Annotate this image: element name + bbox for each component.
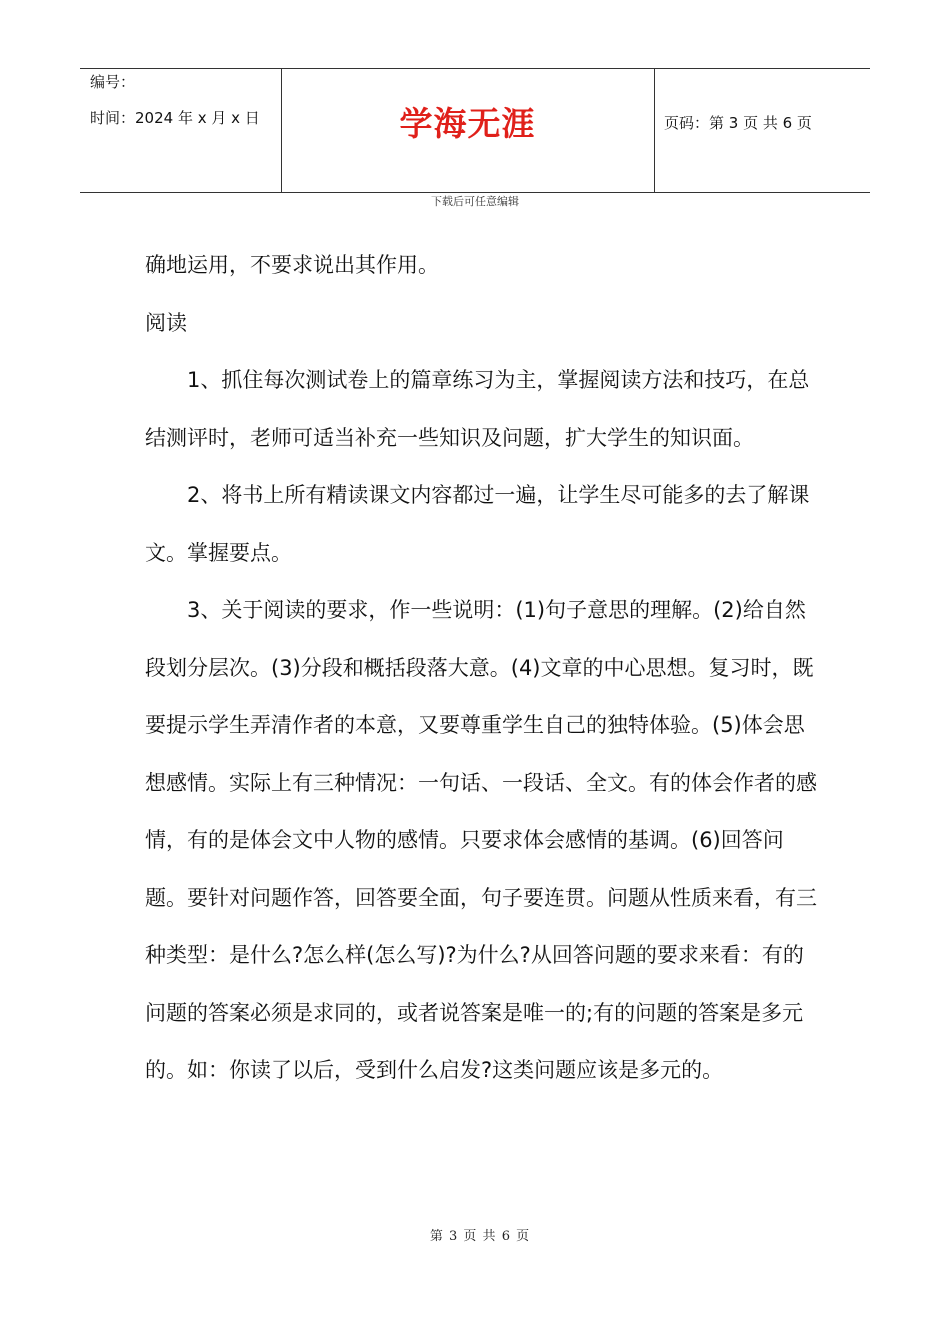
document-body xyxy=(145,237,817,1100)
document-header xyxy=(80,68,870,193)
page-footer: 第 3 页 共 6 页 xyxy=(429,1229,531,1244)
paragraph-item-1: 1、抓住每次测试卷上的篇章练习为主，掌握阅读方法和技巧，在总结测评时，老师可适当补充一些知识及问题，扩大学生的知识面。 xyxy=(145,368,810,450)
paragraph-item-2: 2、将书上所有精读课文内容都过一遍，让学生尽可能多的去了解课文。掌握要点。 xyxy=(145,483,810,565)
paragraph-continuation: 确地运用，不要求说出其作用。 xyxy=(145,253,439,277)
brand-title: 学海无涯 xyxy=(399,104,536,143)
section-heading-reading: 阅读 xyxy=(145,310,187,335)
header-brand-cell xyxy=(281,69,655,192)
header-page-number: 页码：第 3 页 共 6 页 xyxy=(664,114,812,132)
document-number-label: 编号： xyxy=(90,73,136,91)
header-page-cell xyxy=(655,69,870,192)
header-info-cell xyxy=(80,69,282,192)
document-time-label: 时间：2024 年 x 月 x 日 xyxy=(90,109,260,127)
editable-note: 下载后可任意编辑 xyxy=(431,195,519,208)
paragraph-item-3: 3、关于阅读的要求，作一些说明：(1)句子意思的理解。(2)给自然段划分层次。(3)分段和概括段落大意。(4)文章的中心思想。复习时，既要提示学生弄清作者的本意，又要尊重学生自己的独特体验。(5)体会思想感情。实际上有三种情况：一句话、一段话、全文。有的体会作者的感情，有的是体会文中人物的感情。只要求体会感情的基调。(6)回答问题。要针对问题作答，回答要全面，句子要连贯。问题从性质来看，有三种类型：是什么?怎么样(怎么写)?为什么?从回答问题的要求来看：有的问题的答案必须是求同的，或者说答案是唯一的;有的问题的答案是多元的。如：你读了以后，受到什么启发?这类问题应该是多元的。 xyxy=(145,598,817,1082)
